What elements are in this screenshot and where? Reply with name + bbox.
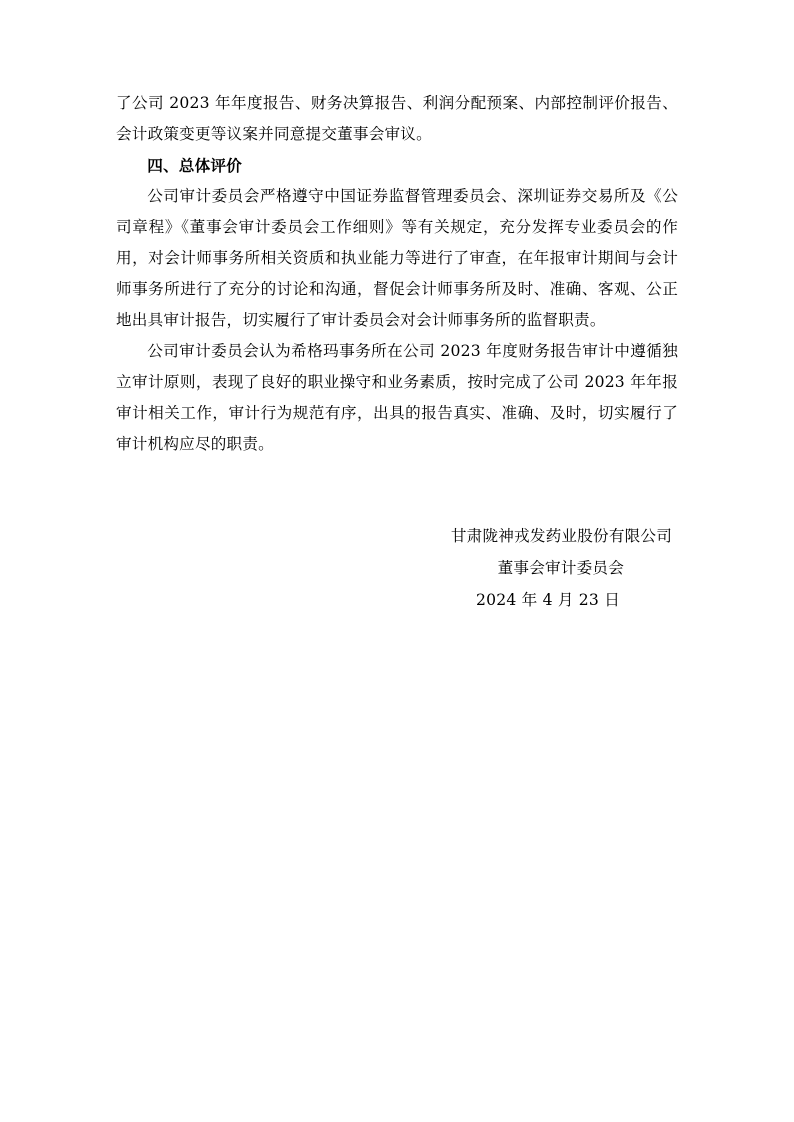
signature-committee-name: 董事会审计委员会 [497,559,624,577]
paragraph-conclusion: 公司审计委员会认为希格玛事务所在公司 2023 年度财务报告审计中遵循独立审计原则，表现了良好的职业操守和业务素质，按时完成了公司 2023 年年报审计相关工作，审计行为规范有序，出具的报告真实、准确、及时，切实履行了审计机构应尽的职责。 [116,342,678,453]
document-body [116,88,678,460]
paragraph-continued: 了公司 2023 年年度报告、财务决算报告、利润分配预案、内部控制评价报告、会计政策变更等议案并同意提交董事会审议。 [116,94,678,143]
signature-date: 2024 年 4 月 23 日 [475,591,620,609]
signature-block [116,520,678,616]
section-heading-overall-evaluation: 四、总体评价 [147,156,242,175]
signature-company-name: 甘肃陇神戎发药业股份有限公司 [450,527,672,545]
paragraph-compliance: 公司审计委员会严格遵守中国证券监督管理委员会、深圳证券交易所及《公司章程》《董事会审计委员会工作细则》等有关规定，充分发挥专业委员会的作用，对会计师事务所相关资质和执业能力等进行了审查，在年报审计期间与会计师事务所进行了充分的讨论和沟通，督促会计师事务所及时、准确、客观、公正地出具审计报告，切实履行了审计委员会对会计师事务所的监督职责。 [116,187,678,329]
